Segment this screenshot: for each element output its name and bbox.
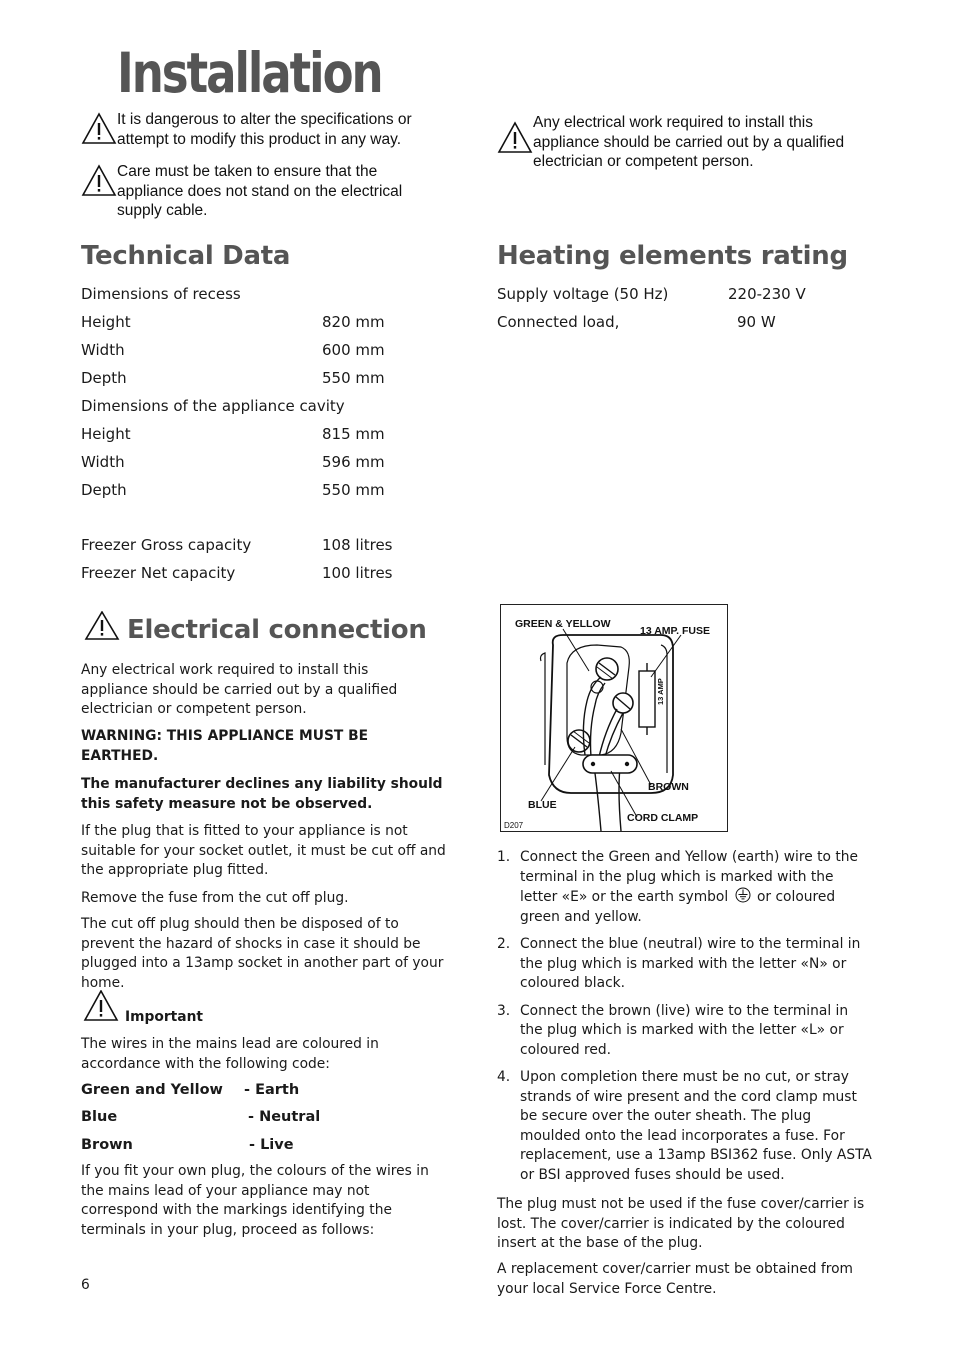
wiring-steps-list: [497, 848, 875, 1193]
list-item: [497, 935, 875, 994]
list-item: [497, 1002, 875, 1061]
row-value: 220-230 V: [728, 285, 806, 303]
label-cord-clamp: CORD CLAMP: [627, 812, 699, 824]
row-value: 550 mm: [322, 369, 385, 387]
row-label: Freezer Net capacity: [81, 564, 236, 582]
heating-row-load: [497, 313, 817, 331]
label-blue: BLUE: [528, 799, 557, 811]
row-value: 815 mm: [322, 425, 385, 443]
row-label: Depth: [81, 369, 127, 387]
plug-wiring-diagram: [500, 604, 728, 832]
row-value: 108 litres: [322, 536, 393, 554]
liability-note: The manufacturer declines any liability should this safety measure not be observed.: [81, 776, 443, 812]
fuse-cover-para: The plug must not be used if the fuse cover/carrier is lost. The cover/carrier is indicated by the coloured insert at the base of the plug.: [497, 1196, 865, 1252]
row-value: 550 mm: [322, 481, 385, 499]
code-meaning: - Earth: [244, 1082, 300, 1098]
recess-heading: Dimensions of recess: [81, 285, 241, 303]
earth-symbol-icon: [735, 887, 751, 903]
step-text: Connect the Green and Yellow (earth) wire to the terminal in the plug which is marked with the letter «E» or the earth symbol: [520, 849, 858, 905]
recess-row-depth: [81, 369, 401, 387]
electrical-intro: Any electrical work required to install this appliance should be carried out by a qualified electrician or competent person.: [81, 662, 398, 718]
warning-text: It is dangerous to alter the specifications or attempt to modify this product in any way.: [117, 111, 412, 148]
list-item: [497, 848, 875, 927]
capacity-row-gross: [81, 536, 401, 554]
row-label: Connected load,: [497, 313, 620, 331]
wire-code-intro: The wires in the mains lead are coloured in accordance with the following code:: [81, 1036, 379, 1072]
code-meaning: - Live: [249, 1137, 294, 1153]
warning-triangle-icon: [497, 121, 533, 154]
step-text: Connect the blue (neutral) wire to the terminal in the plug which is marked with the letter «N» or coloured black.: [520, 936, 861, 991]
row-label: Depth: [81, 481, 127, 499]
recess-row-width: [81, 341, 401, 359]
important-heading: Important: [125, 1009, 203, 1025]
plug-drawing: [501, 605, 727, 831]
step-number: 1.: [497, 849, 511, 865]
own-plug-para: If you fit your own plug, the colours of the wires in the mains lead of your appliance may not correspond with the markings identifying the terminals in your plug, proceed as follows:: [81, 1163, 429, 1238]
cavity-row-depth: [81, 481, 401, 499]
code-meaning: - Neutral: [248, 1109, 321, 1125]
technical-data-heading: Technical Data: [81, 241, 291, 271]
warning-text: Any electrical work required to install this appliance should be carried out by a qualified electrician or competent person.: [533, 114, 845, 170]
heating-row-voltage: [497, 285, 817, 303]
heating-heading: Heating elements rating: [497, 241, 848, 271]
row-label: Width: [81, 341, 125, 359]
list-item: [497, 1068, 875, 1185]
row-value: 820 mm: [322, 313, 385, 331]
page-number: 6: [81, 1277, 90, 1293]
step-number: 3.: [497, 1002, 511, 1019]
cavity-row-height: [81, 425, 401, 443]
remove-fuse-para: Remove the fuse from the cut off plug.: [81, 890, 349, 906]
code-wire: Brown: [81, 1137, 133, 1153]
dispose-plug-para: The cut off plug should then be disposed of to prevent the hazard of shocks in case it should be plugged into a 13amp socket in another part of your home.: [81, 916, 444, 991]
step-text: Upon completion there must be no cut, or stray strands of wire present and the cord clamp must be secure over the outer sheath. The plug moulded onto the lead incorporates a fuse. For replacement, use a 13amp BSI362 fuse. Only ASTA or BSI approved fuses should be used.: [520, 1069, 872, 1183]
step-number: 2.: [497, 936, 511, 952]
code-wire: Blue: [81, 1109, 118, 1125]
step-text: or coloured green and yellow.: [520, 889, 836, 925]
label-green-yellow: GREEN & YELLOW: [515, 618, 611, 630]
warning-triangle-icon: [81, 164, 117, 197]
code-wire: Green and Yellow: [81, 1082, 223, 1098]
cavity-row-width: [81, 453, 401, 471]
diagram-reference: D207: [504, 821, 524, 830]
row-value: 596 mm: [322, 453, 385, 471]
label-brown: BROWN: [648, 781, 689, 793]
fuse-body-label: 13 AMP: [656, 678, 665, 705]
step-text: Connect the brown (live) wire to the terminal in the plug which is marked with the letter «L» or coloured red.: [520, 1002, 849, 1058]
row-label: Height: [81, 313, 131, 331]
electrical-connection-heading: Electrical connection: [127, 615, 427, 645]
replacement-cover-para: A replacement cover/carrier must be obtained from your local Service Force Centre.: [497, 1261, 853, 1297]
row-value: 100 litres: [322, 564, 393, 582]
recess-row-height: [81, 313, 401, 331]
row-label: Height: [81, 425, 131, 443]
row-label: Width: [81, 453, 125, 471]
warning-text: Care must be taken to ensure that the appliance does not stand on the electrical supply cable.: [117, 163, 403, 219]
warning-triangle-icon: [84, 611, 120, 641]
capacity-row-net: [81, 564, 401, 582]
page-title: Installation: [117, 41, 382, 105]
cavity-heading: Dimensions of the appliance cavity: [81, 397, 345, 415]
row-label: Supply voltage (50 Hz): [497, 285, 669, 303]
warning-triangle-icon: [81, 112, 117, 145]
row-value: 600 mm: [322, 341, 385, 359]
step-number: 4.: [497, 1069, 511, 1085]
row-label: Freezer Gross capacity: [81, 536, 252, 554]
row-value: 90 W: [737, 313, 776, 331]
earthed-warning: WARNING: THIS APPLIANCE MUST BE EARTHED.: [81, 728, 369, 764]
warning-triangle-icon: [83, 990, 119, 1022]
label-fuse: 13 AMP. FUSE: [640, 625, 711, 637]
plug-unsuitable-para: If the plug that is fitted to your appliance is not suitable for your socket outlet, it must be cut off and the appropriate plug fitted.: [81, 823, 446, 879]
